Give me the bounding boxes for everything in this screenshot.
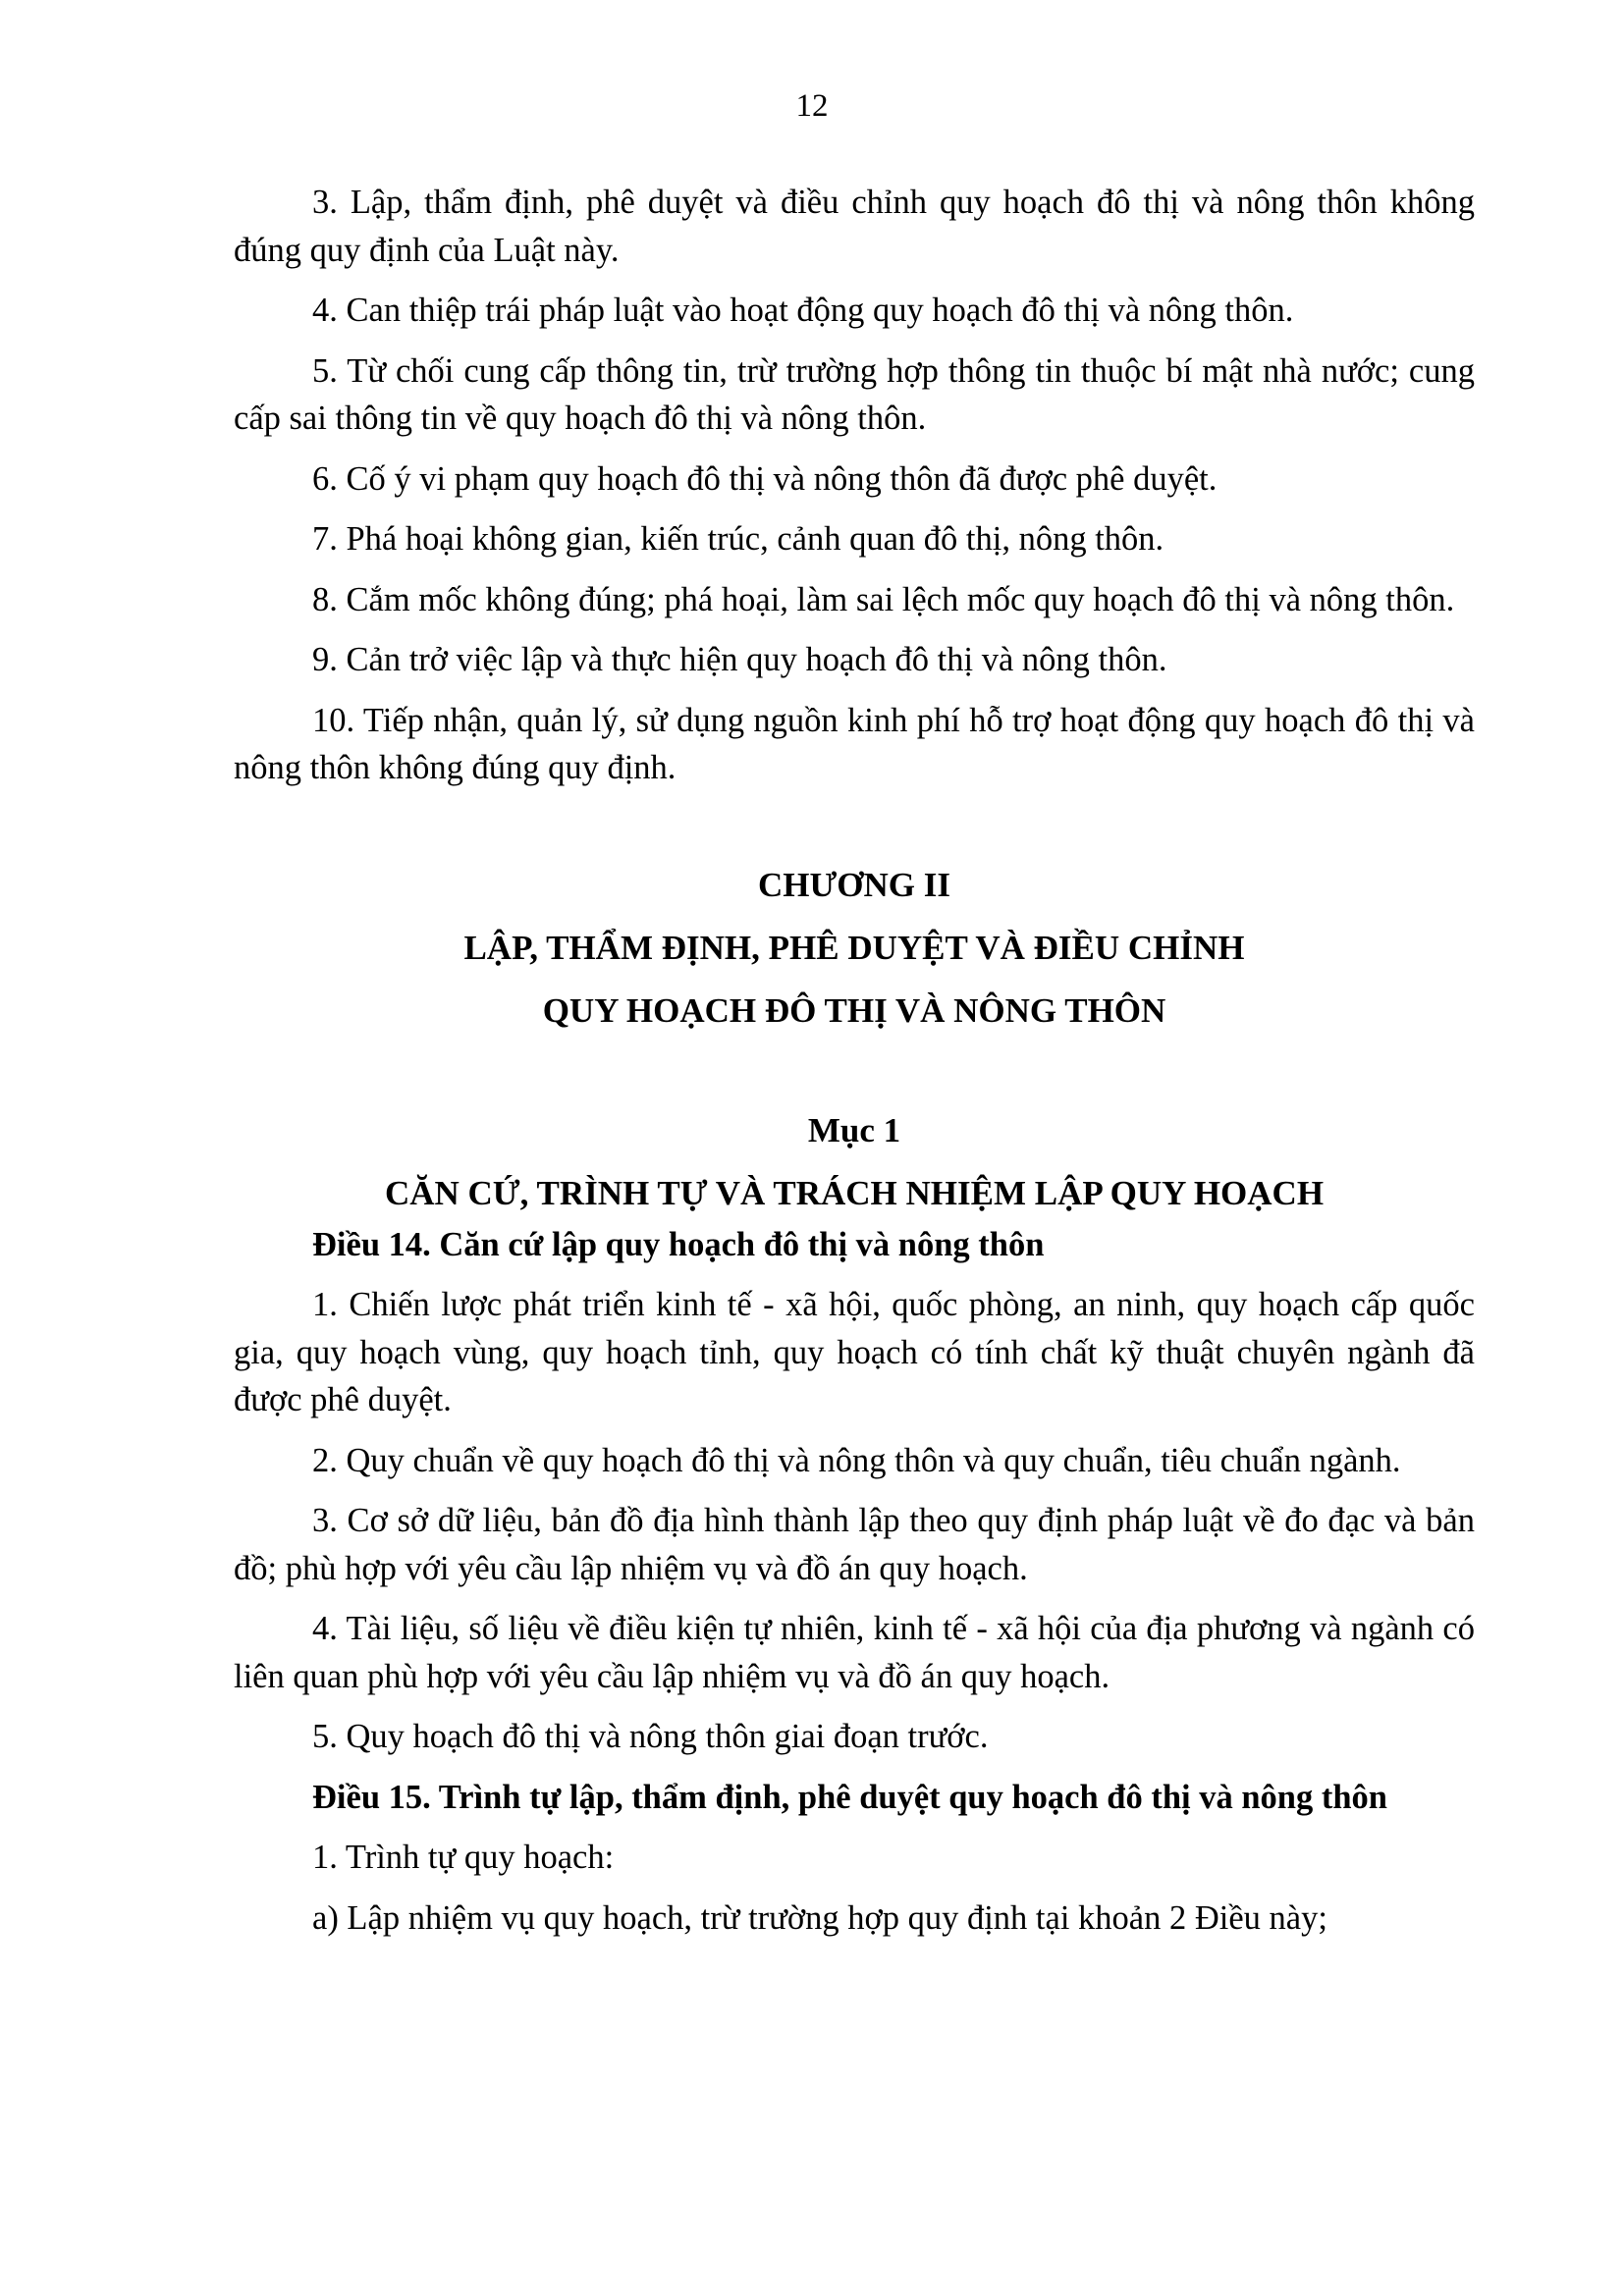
chapter-title-line2: QUY HOẠCH ĐÔ THỊ VÀ NÔNG THÔN [542, 990, 1166, 1030]
section-label: Mục 1 [807, 1110, 901, 1149]
list-item: 2. Quy chuẩn về quy hoạch đô thị và nông thôn và quy chuẩn, tiêu chuẩn ngành. [312, 1441, 1401, 1479]
spacer [234, 1050, 1475, 1107]
chapter-label: CHƯƠNG II [757, 865, 951, 904]
list-item: 8. Cắm mốc không đúng; phá hoại, làm sai lệch mốc quy hoạch đô thị và nông thôn. [312, 580, 1455, 618]
list-item: 9. Cản trở việc lập và thực hiện quy hoạch đô thị và nông thôn. [312, 641, 1167, 678]
list-item: 4. Tài liệu, số liệu về điều kiện tự nhiên, kinh tế - xã hội của địa phương và ngành có liên quan phù hợp với yêu cầu lập nhiệm vụ và đồ án quy hoạch. [234, 1610, 1475, 1695]
list-item: a) Lập nhiệm vụ quy hoạch, trừ trường hợp quy định tại khoản 2 Điều này; [312, 1898, 1327, 1937]
list-item: 3. Lập, thẩm định, phê duyệt và điều chỉnh quy hoạch đô thị và nông thôn không đúng quy định của Luật này. [234, 184, 1475, 269]
list-item: 1. Trình tự quy hoạch: [312, 1839, 615, 1876]
list-item: 5. Quy hoạch đô thị và nông thôn giai đoạn trước. [312, 1718, 989, 1755]
list-item: 3. Cơ sở dữ liệu, bản đồ địa hình thành lập theo quy định pháp luật về đo đạc và bản đồ; phù hợp với yêu cầu lập nhiệm vụ và đồ án quy hoạch. [234, 1502, 1475, 1587]
article-14-title: Điều 14. Căn cứ lập quy hoạch đô thị và nông thôn [312, 1225, 1045, 1263]
article-15-title: Điều 15. Trình tự lập, thẩm định, phê duyệt quy hoạch đô thị và nông thôn [312, 1778, 1387, 1816]
list-item: 7. Phá hoại không gian, kiến trúc, cảnh quan đô thị, nông thôn. [312, 520, 1164, 558]
document-body [234, 179, 1475, 1954]
list-item: 6. Cố ý vi phạm quy hoạch đô thị và nông thôn đã được phê duyệt. [312, 459, 1218, 498]
list-item: 5. Từ chối cung cấp thông tin, trừ trường hợp thông tin thuộc bí mật nhà nước; cung cấp sai thông tin về quy hoạch đô thị và nông thôn. [234, 351, 1475, 437]
list-item: 1. Chiến lược phát triển kinh tế - xã hội, quốc phòng, an ninh, quy hoạch cấp quốc gia, quy hoạch vùng, quy hoạch tỉnh, quy hoạch có tính chất kỹ thuật chuyên ngành đã được phê duyệt. [234, 1286, 1475, 1418]
section-title: CĂN CỨ, TRÌNH TỰ VÀ TRÁCH NHIỆM LẬP QUY HOẠCH [384, 1173, 1325, 1212]
page-number: 12 [795, 88, 829, 124]
list-item: 4. Can thiệp trái pháp luật vào hoạt động quy hoạch đô thị và nông thôn. [312, 292, 1294, 329]
chapter-title-line1: LẬP, THẨM ĐỊNH, PHÊ DUYỆT VÀ ĐIỀU CHỈNH [463, 928, 1245, 967]
list-item: 10. Tiếp nhận, quản lý, sử dụng nguồn kinh phí hỗ trợ hoạt động quy hoạch đô thị và nông thôn không đúng quy định. [234, 701, 1475, 786]
spacer [234, 805, 1475, 862]
